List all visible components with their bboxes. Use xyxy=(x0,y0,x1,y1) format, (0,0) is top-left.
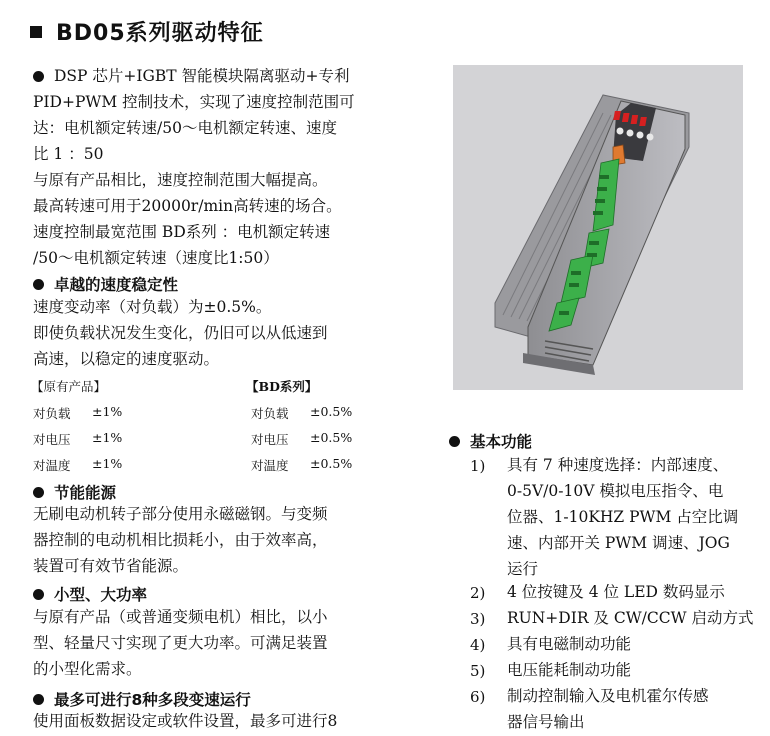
stability-line-3: 高速，以稳定的速度驱动。 xyxy=(33,350,220,368)
page-title xyxy=(30,16,264,47)
bullet-icon xyxy=(33,589,44,600)
energy-line-3: 装置可有效节省能源。 xyxy=(33,557,189,575)
section-heading-basic xyxy=(449,430,532,452)
function-number: 4) xyxy=(470,636,486,654)
function-number: 5) xyxy=(470,662,486,680)
function-line: 速、内部开关 PWM 调速、JOG xyxy=(507,534,730,552)
intro-text-1: DSP 芯片+IGBT 智能模块隔离驱动+专利 xyxy=(54,67,350,85)
function-line: 制动控制输入及电机霍尔传感 xyxy=(507,687,709,705)
table-header-bd: 【BD系列】 xyxy=(246,379,318,394)
function-line: 位器、1-10KHZ PWM 占空比调 xyxy=(507,508,739,526)
heading-text: 基本功能 xyxy=(470,433,533,451)
table-cell: ±1% xyxy=(92,430,123,445)
driver-illustration xyxy=(453,65,743,390)
intro-line-4: 比 1 ：50 xyxy=(33,145,104,163)
product-image xyxy=(453,65,743,390)
intro-line-3: 达：电机额定转速/50～电机额定转速、速度 xyxy=(33,119,337,137)
function-number: 3) xyxy=(470,610,486,628)
table-cell: ±1% xyxy=(92,404,123,419)
table-cell: 对温度 xyxy=(251,458,289,473)
compact-line-2: 型、轻量尺寸实现了更大功率。可满足装置 xyxy=(33,634,328,652)
table-cell: 对负载 xyxy=(251,406,289,421)
function-item-5: 电压能耗制动功能 xyxy=(507,661,632,679)
function-line: 器信号输出 xyxy=(507,713,585,731)
table-cell: 对温度 xyxy=(33,458,71,473)
table-header-original: 【原有产品】 xyxy=(31,379,107,394)
heading-text: 小型、大功率 xyxy=(54,586,148,604)
compact-line-3: 的小型化需求。 xyxy=(33,660,142,678)
energy-line-2: 器控制的电动机相比损耗小，由于效率高， xyxy=(33,531,328,549)
section-heading-compact xyxy=(33,583,147,605)
table-cell: 对电压 xyxy=(33,432,71,447)
function-line: 运行 xyxy=(507,560,539,578)
function-item-3: RUN+DIR 及 CW/CCW 启动方式 xyxy=(507,609,754,627)
function-number: 2) xyxy=(470,584,486,602)
intro-line-6: 最高转速可用于20000r/min高转速的场合。 xyxy=(33,197,342,215)
stability-line-1: 速度变动率（对负载）为±0.5%。 xyxy=(33,298,272,316)
function-item-6 xyxy=(507,683,709,735)
table-cell: 对电压 xyxy=(251,432,289,447)
intro-line-5: 与原有产品相比，速度控制范围大幅提高。 xyxy=(33,171,328,189)
function-item-1 xyxy=(507,452,738,582)
function-number: 6) xyxy=(470,688,486,706)
function-number: 1) xyxy=(470,457,486,475)
title-text: BD05系列驱动特征 xyxy=(56,21,264,46)
function-item-2: 4 位按键及 4 位 LED 数码显示 xyxy=(507,583,725,601)
intro-line-8: /50～电机额定转速（速度比1:50） xyxy=(33,249,279,267)
bullet-icon xyxy=(33,487,44,498)
intro-line-7: 速度控制最宽范围 BD系列 ：电机额定转速 xyxy=(33,223,331,241)
table-cell: 对负载 xyxy=(33,406,71,421)
stability-line-2: 即使负载状况发生变化，仍旧可以从低速到 xyxy=(33,324,328,342)
bullet-icon xyxy=(449,436,460,447)
function-item-4: 具有电磁制动功能 xyxy=(507,635,632,653)
function-line: 具有 7 种速度选择：内部速度、 xyxy=(507,456,729,474)
bullet-icon xyxy=(33,71,44,82)
section-heading-multispeed xyxy=(33,688,251,710)
function-line: 0-5V/0-10V 模拟电压指令、电 xyxy=(507,482,724,500)
table-cell: ±1% xyxy=(92,456,123,471)
section-heading-stability xyxy=(33,273,178,295)
section-heading-energy xyxy=(33,481,116,503)
multispeed-line-1: 使用面板数据设定或软件设置，最多可进行8 xyxy=(33,712,338,730)
heading-text: 卓越的速度稳定性 xyxy=(54,276,179,294)
square-bullet-icon xyxy=(30,26,42,38)
heading-text: 最多可进行8种多段变速运行 xyxy=(54,691,251,709)
intro-line-1 xyxy=(33,63,350,89)
bullet-icon xyxy=(33,694,44,705)
energy-line-1: 无刷电动机转子部分使用永磁磁钢。与变频 xyxy=(33,505,328,523)
table-cell: ±0.5% xyxy=(310,456,353,471)
intro-line-2: PID+PWM 控制技术，实现了速度控制范围可 xyxy=(33,93,355,111)
heading-text: 节能能源 xyxy=(54,484,117,502)
table-cell: ±0.5% xyxy=(310,404,353,419)
compact-line-1: 与原有产品（或普通变频电机）相比，以小 xyxy=(33,608,328,626)
bullet-icon xyxy=(33,279,44,290)
table-cell: ±0.5% xyxy=(310,430,353,445)
